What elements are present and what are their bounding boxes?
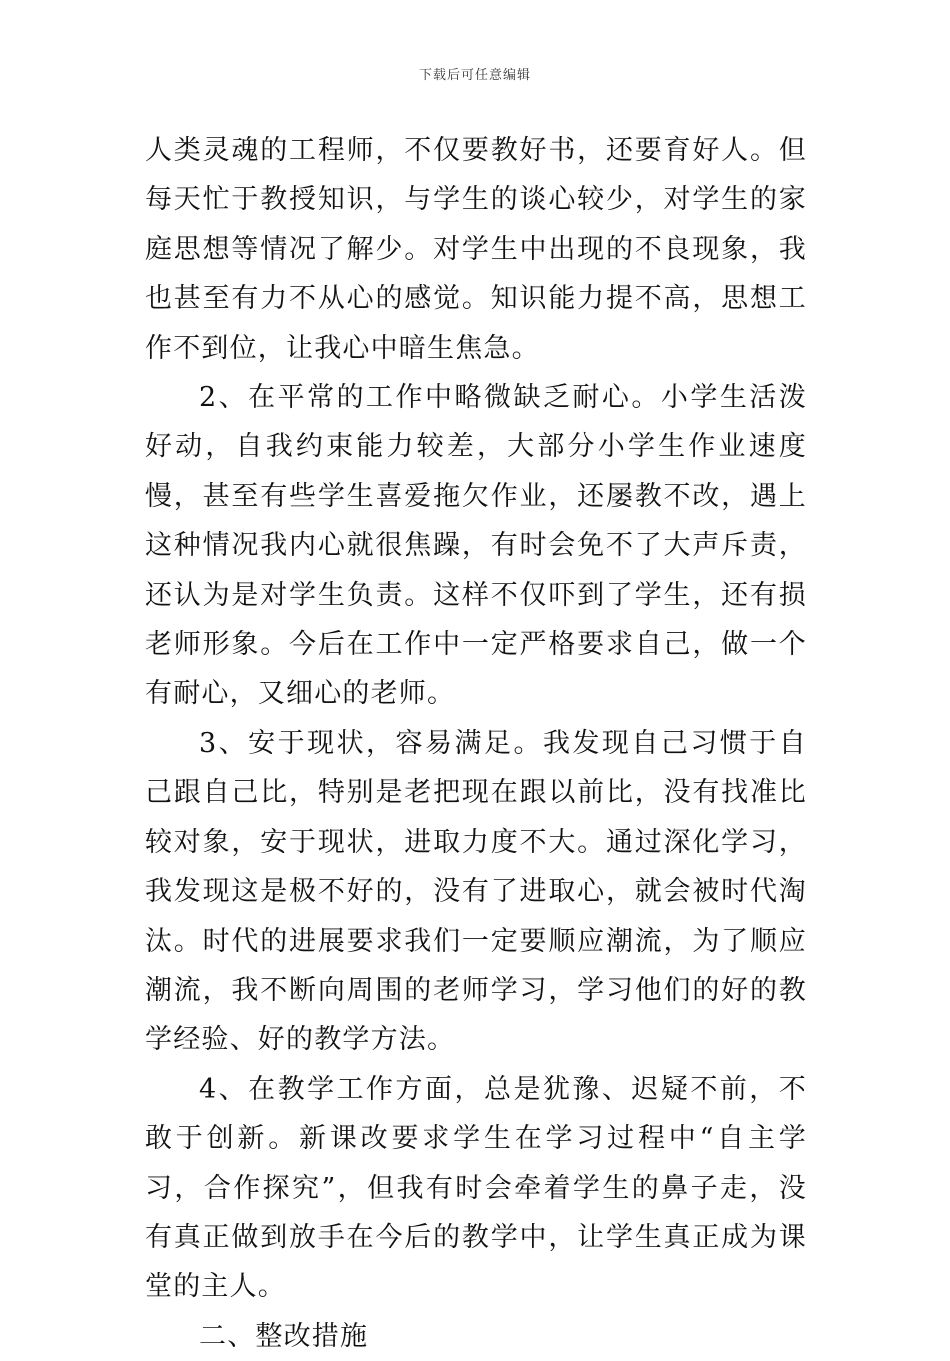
page-header: 下载后可任意编辑 bbox=[418, 68, 531, 83]
paragraph-item-2: 2、在平常的工作中略微缺乏耐心。小学生活泼好动，自我约束能力较差，大部分小学生作业速度慢，甚至有些学生喜爱拖欠作业，还屡教不改，遇上这种情况我内心就很焦躁，有时会免不了大声斥责，还认为是对学生负责。这样不仅吓到了学生，还有损老师形象。今后在工作中一定严格要求自己，做一个有耐心，又细心的老师。 bbox=[145, 382, 807, 710]
paragraph-continuation: 人类灵魂的工程师，不仅要教好书，还要育好人。但每天忙于教授知识，与学生的谈心较少，对学生的家庭思想等情况了解少。对学生中出现的不良现象，我也甚至有力不从心的感觉。知识能力提不高，思想工作不到位，让我心中暗生焦急。 bbox=[145, 135, 807, 364]
paragraph-item-4: 4、在教学工作方面，总是犹豫、迟疑不前，不敢于创新。新课改要求学生在学习过程中“自主学习，合作探究”，但我有时会牵着学生的鼻子走，没有真正做到放手在今后的教学中，让学生真正成为课堂的主人。 bbox=[145, 1073, 807, 1303]
section-heading-rectification: 二、整改措施 bbox=[199, 1320, 369, 1352]
document-body bbox=[145, 126, 807, 1361]
paragraph-item-3: 3、安于现状，容易满足。我发现自己习惯于自己跟自己比，特别是老把现在跟以前比，没有找准比较对象，安于现状，进取力度不大。通过深化学习，我发现这是极不好的，没有了进取心，就会被时代淘汰。时代的进展要求我们一定要顺应潮流，为了顺应潮流，我不断向周围的老师学习，学习他们的好的教学经验、好的教学方法。 bbox=[145, 727, 807, 1056]
